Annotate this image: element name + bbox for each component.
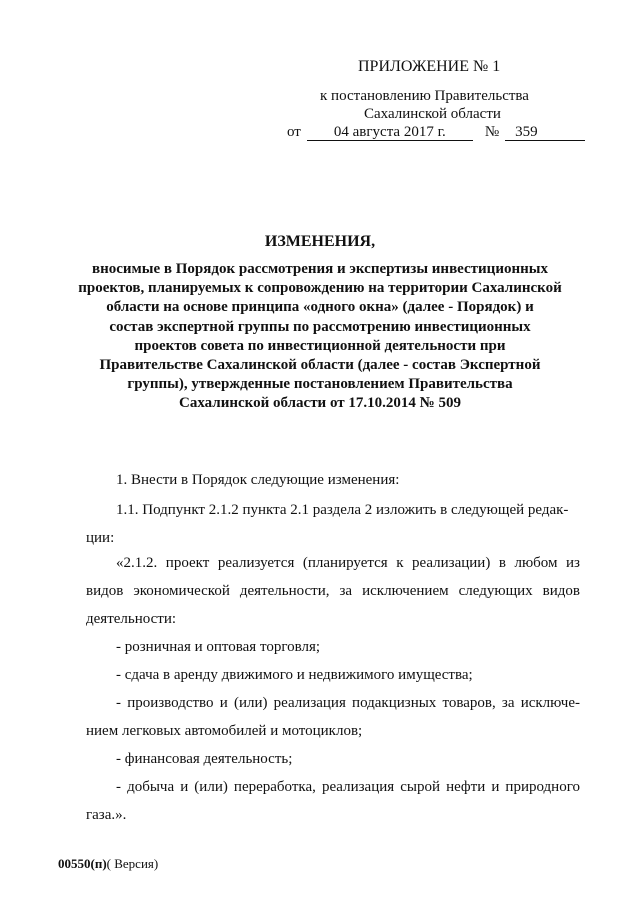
list-item-continued: газа.». <box>86 807 127 823</box>
paragraph-1-1: 1.1. Подпункт 2.1.2 пункта 2.1 раздела 2 изложить в следующей редак- <box>116 502 569 518</box>
document-subtitle <box>60 260 580 414</box>
subtitle-line: Сахалинской области от 17.10.2014 № 509 <box>179 395 461 412</box>
number-label: № <box>484 124 500 140</box>
quote-line: видов экономической деятельности, за исключением следующих видов <box>86 583 580 599</box>
appendix-title: ПРИЛОЖЕНИЕ № 1 <box>358 58 501 75</box>
date-value: 04 августа 2017 г. <box>307 124 473 141</box>
subtitle-line: проектов, планируемых к сопровождению на территории Сахалинской <box>78 280 562 297</box>
quoted-clause <box>86 549 580 829</box>
list-item: - производство и (или) реализация подакцизных товаров, за исключе- <box>116 695 580 711</box>
quote-line: «2.1.2. проект реализуется (планируется к реализации) в любом из <box>116 555 580 571</box>
header-line-1: к постановлению Правительства <box>320 88 529 104</box>
from-label: от <box>287 124 301 140</box>
footer-document-code <box>58 856 158 872</box>
subtitle-line: области на основе принципа «одного окна» (далее - Порядок) и <box>106 299 534 316</box>
quote-line: деятельности: <box>86 611 177 627</box>
list-item: - добыча и (или) переработка, реализация сырой нефти и природного <box>116 779 580 795</box>
document-code: 00550(п) <box>58 856 107 871</box>
subtitle-line: проектов совета по инвестиционной деятельности при <box>134 337 506 354</box>
subtitle-line: состав экспертной группы по рассмотрению инвестиционных <box>109 318 531 335</box>
subtitle-line: Правительстве Сахалинской области (далее - состав Экспертной <box>99 357 541 374</box>
paragraph-1: 1. Внести в Порядок следующие изменения: <box>116 472 400 488</box>
subtitle-line: группы), утвержденные постановлением Правительства <box>127 376 513 393</box>
number-value: 359 <box>505 124 585 141</box>
document-version: ( Версия) <box>106 856 159 871</box>
header-line-2: Сахалинской области <box>364 106 501 122</box>
list-item: - финансовая деятельность; <box>116 751 293 767</box>
paragraph-1-1-continued: ции: <box>86 530 115 546</box>
list-item: - сдача в аренду движимого и недвижимого имущества; <box>116 667 473 683</box>
list-item: - розничная и оптовая торговля; <box>116 639 321 655</box>
document-title: ИЗМЕНЕНИЯ, <box>264 233 376 250</box>
date-number-row <box>287 124 585 141</box>
subtitle-line: вносимые в Порядок рассмотрения и экспертизы инвестиционных <box>92 261 548 277</box>
list-item-continued: нием легковых автомобилей и мотоциклов; <box>86 723 363 739</box>
